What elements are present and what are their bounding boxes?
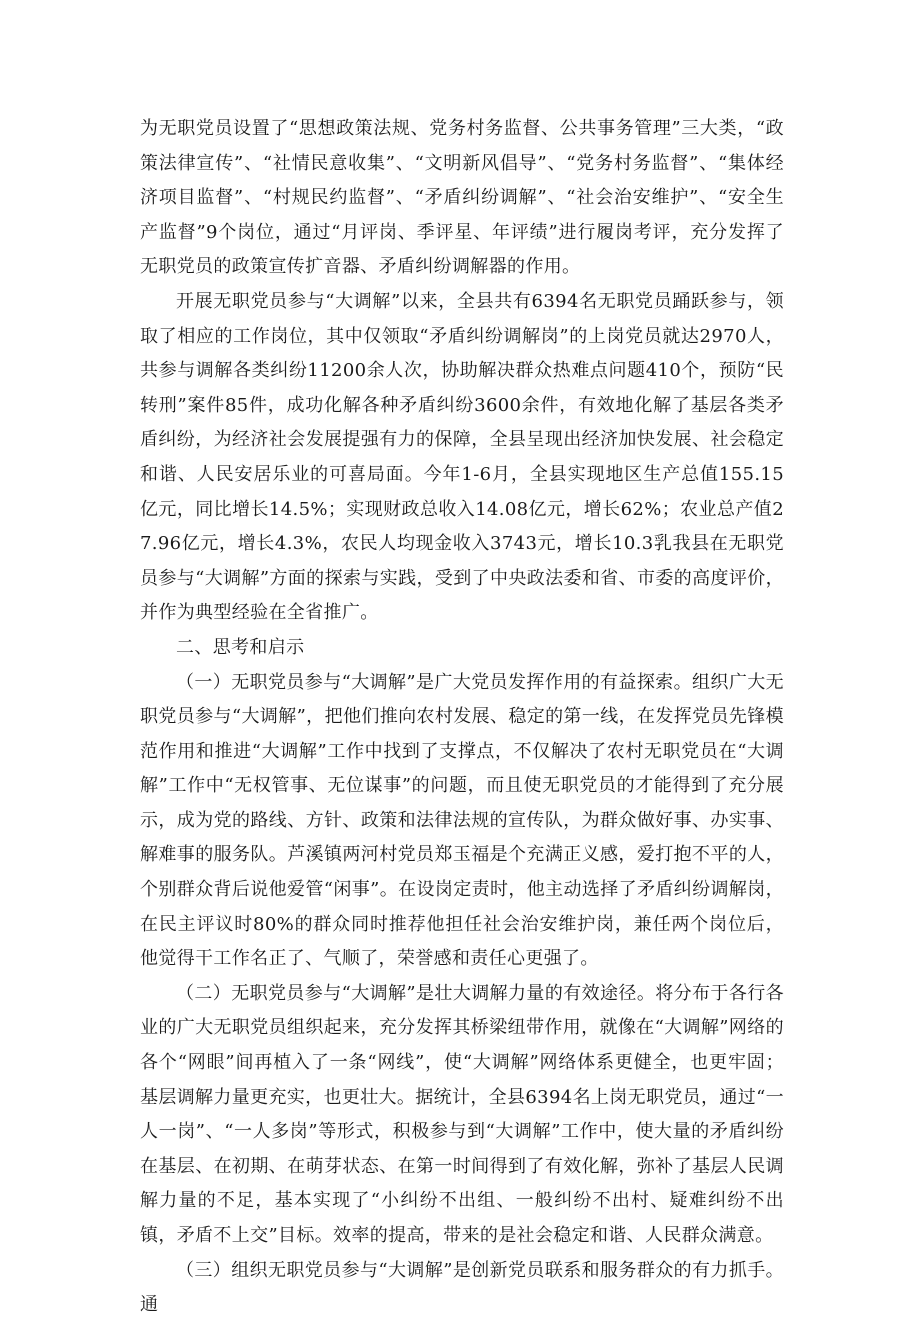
paragraph-point-two: （二）无职党员参与“大调解”是壮大调解力量的有效途径。将分布于各行各业的广大无职党员组织起来，充分发挥其桥梁纽带作用，就像在“大调解”网络的各个“网眼”间再植入了一条“网线”，使“大调解”网络体系更健全，也更牢固；基层调解力量更充实，也更壮大。据统计，全县6394名上岗无职党员，通过“一人一岗”、“一人多岗”等形式，积极参与到“大调解”工作中，使大量的矛盾纠纷在基层、在初期、在萌芽状态、在第一时间得到了有效化解，弥补了基层人民调解力量的不足，基本实现了“小纠纷不出组、一般纠纷不出村、疑难纠纷不出镇，矛盾不上交”目标。效率的提高，带来的是社会稳定和谐、人民群众满意。 bbox=[140, 982, 784, 1246]
paragraph-point-one: （一）无职党员参与“大调解”是广大党员发挥作用的有益探索。组织广大无职党员参与“大调解”，把他们推向农村发展、稳定的第一线，在发挥党员先锋模范作用和推进“大调解”工作中找到了支撑点，不仅解决了农村无职党员在“大调解”工作中“无权管事、无位谋事”的问题，而且使无职党员的才能得到了充分展示，成为党的路线、方针、政策和法律法规的宣传队，为群众做好事、办实事、解难事的服务队。芦溪镇两河村党员郑玉福是个充满正义感，爱打抱不平的人，个别群众背后说他爱管“闲事”。在设岗定责时，他主动选择了矛盾纠纷调解岗，在民主评议时80%的群众同时推荐他担任社会治安维护岗，兼任两个岗位后，他觉得干工作名正了、气顺了，荣誉感和责任心更强了。 bbox=[140, 671, 784, 970]
paragraph-point-three: （三）组织无职党员参与“大调解”是创新党员联系和服务群众的有力抓手。通 bbox=[140, 1259, 784, 1316]
paragraph-positions-setup: 为无职党员设置了“思想政策法规、党务村务监督、公共事务管理”三大类，“政策法律宣传”、“社情民意收集”、“文明新风倡导”、“党务村务监督”、“集体经济项目监督”、“村规民约监督”、“矛盾纠纷调解”、“社会治安维护”、“安全生产监督”9个岗位，通过“月评岗、季评星、年评绩”进行履岗考评，充分发挥了无职党员的政策宣传扩音器、矛盾纠纷调解器的作用。 bbox=[140, 118, 784, 278]
document-page bbox=[140, 112, 784, 1323]
section-heading-reflections: 二、思考和启示 bbox=[176, 636, 305, 658]
paragraph-results-statistics: 开展无职党员参与“大调解”以来，全县共有6394名无职党员踊跃参与，领取了相应的工作岗位，其中仅领取“矛盾纠纷调解岗”的上岗党员就达2970人，共参与调解各类纠纷11200余人次，协助解决群众热难点问题410个，预防“民转刑”案件85件，成功化解各种矛盾纠纷3600余件，有效地化解了基层各类矛盾纠纷，为经济社会发展提强有力的保障，全县呈现出经济加快发展、社会稳定和谐、人民安居乐业的可喜局面。今年1-6月，全县实现地区生产总值155.15亿元，同比增长14.5%；实现财政总收入14.08亿元，增长62%；农业总产值27.96亿元，增长4.3%，农民人均现金收入3743元，增长10.3乳我县在无职党员参与“大调解”方面的探索与实践，受到了中央政法委和省、市委的高度评价，并作为典型经验在全省推广。 bbox=[140, 290, 784, 624]
